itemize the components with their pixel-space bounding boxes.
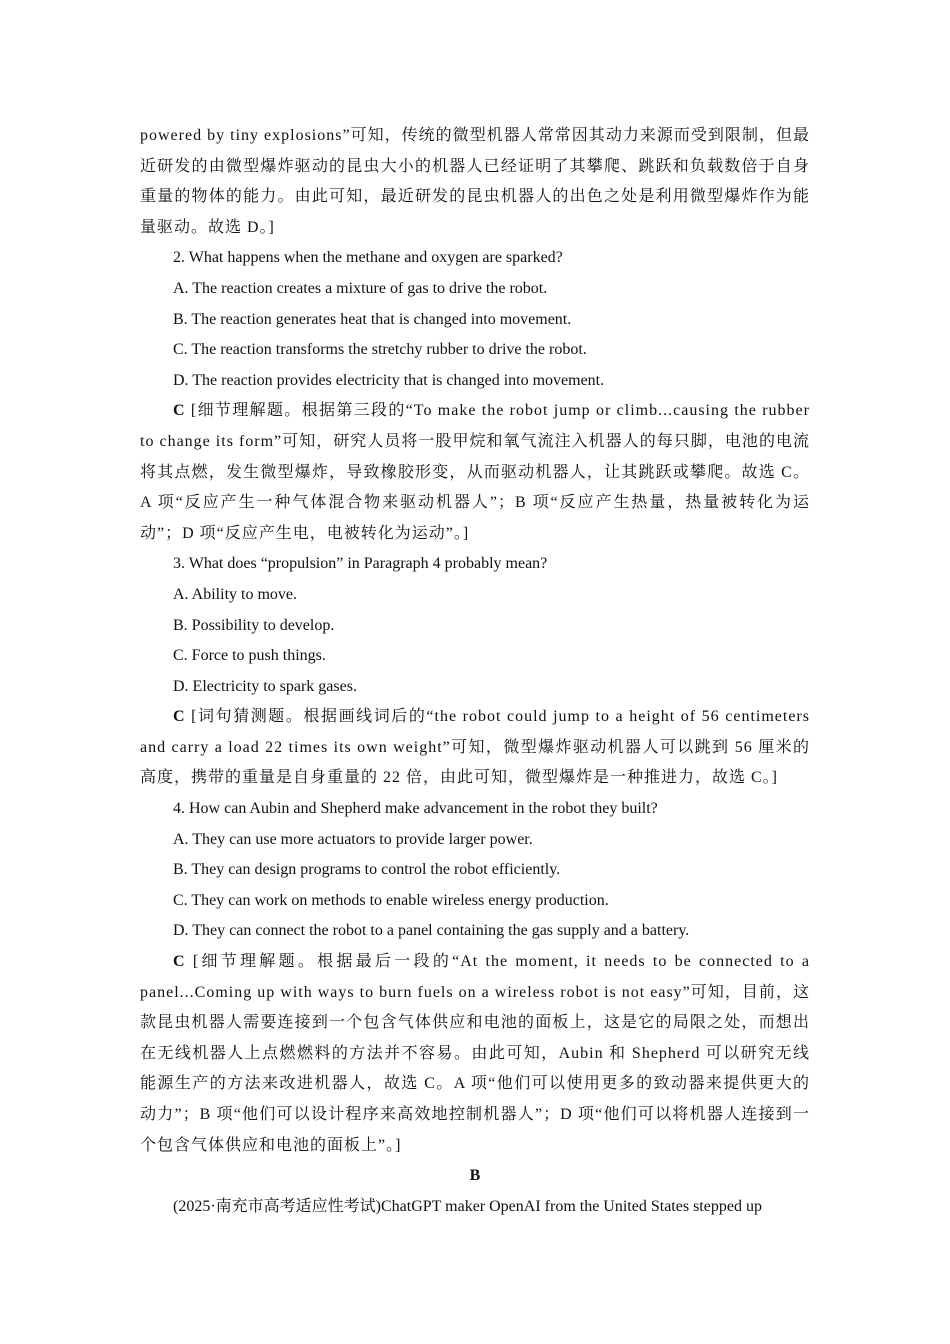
option-d: D. They can connect the robot to a panel containing the gas supply and a battery. [173,922,690,940]
question-stem: 3. What does “propulsion” in Paragraph 4 probably mean? [173,555,548,573]
explanation-text: [细节理解题。根据第三段的“To make the robot jump or climb...causing the rubber to change its form”可知，研究人员将一股甲烷和氧气流注入机器人的每只脚，电池的电流将其点燃，发生微型爆炸，导致橡胶形变，从而驱动机器人，让其跳跃或攀爬。故选 C。A 项“反应产生一种气体混合物来驱动机器人”；B 项“反应产生热量，热量被转化为运动”；D 项“反应产生电，电被转化为运动”。] [140,402,810,542]
option-c: C. Force to push things. [173,647,326,665]
answer-letter: C [173,708,186,726]
option-a: A. The reaction creates a mixture of gas to drive the robot. [173,279,548,297]
section-intro: (2025·南充市高考适应性考试)ChatGPT maker OpenAI from the United States stepped up [173,1197,762,1215]
question-block [140,794,810,1161]
answer-letter: C [173,953,186,971]
question-stem: 2. What happens when the methane and oxygen are sparked? [173,249,563,267]
answer-explanation [140,396,810,549]
option-b: B. The reaction generates heat that is changed into movement. [173,310,572,328]
question-block [140,549,810,794]
question-stem: 4. How can Aubin and Shepherd make advancement in the robot they built? [173,800,658,818]
option-b: B. They can design programs to control the robot efficiently. [173,861,561,879]
question-block [140,243,810,549]
option-d: D. Electricity to spark gases. [173,677,357,695]
intro-explanation: powered by tiny explosions”可知，传统的微型机器人常常因其动力来源而受到限制，但最近研发的由微型爆炸驱动的昆虫大小的机器人已经证明了其攀爬、跳跃和负载数倍于自身重量的物体的能力。由此可知，最近研发的昆虫机器人的出色之处是利用微型爆炸作为能量驱动。故选 D。] [140,127,810,236]
answer-explanation [140,947,810,1161]
answer-letter: C [173,402,186,420]
answer-explanation [140,702,810,794]
option-a: A. They can use more actuators to provide larger power. [173,830,533,848]
option-a: A. Ability to move. [173,585,297,603]
option-c: C. The reaction transforms the stretchy rubber to drive the robot. [173,341,587,359]
option-d: D. The reaction provides electricity that is changed into movement. [173,371,605,389]
explanation-text: [词句猜测题。根据画线词后的“the robot could jump to a height of 56 centimeters and carry a load 22 times its own weight”可知，微型爆炸驱动机器人可以跳到 56 厘米的高度，携带的重量是自身重量的 22 倍，由此可知，微型爆炸是一种推进力，故选 C。] [140,708,810,787]
option-c: C. They can work on methods to enable wireless energy production. [173,891,609,909]
explanation-text: [细节理解题。根据最后一段的“At the moment, it needs to be connected to a panel...Coming up with ways to burn fuels on a wireless robot is not easy”可知，目前，这款昆虫机器人需要连接到一个包含气体供应和电池的面板上，这是它的局限之处，而想出在无线机器人上点燃燃料的方法并不容易。由此可知，Aubin 和 Shepherd 可以研究无线能源生产的方法来改进机器人，故选 C。A 项“他们可以使用更多的致动器来提供更大的动力”；B 项“他们可以设计程序来高效地控制机器人”；D 项“他们可以将机器人连接到一个包含气体供应和电池的面板上”。] [140,953,810,1154]
option-b: B. Possibility to develop. [173,616,335,634]
document-body [140,121,810,1222]
section-heading: B [469,1167,481,1185]
